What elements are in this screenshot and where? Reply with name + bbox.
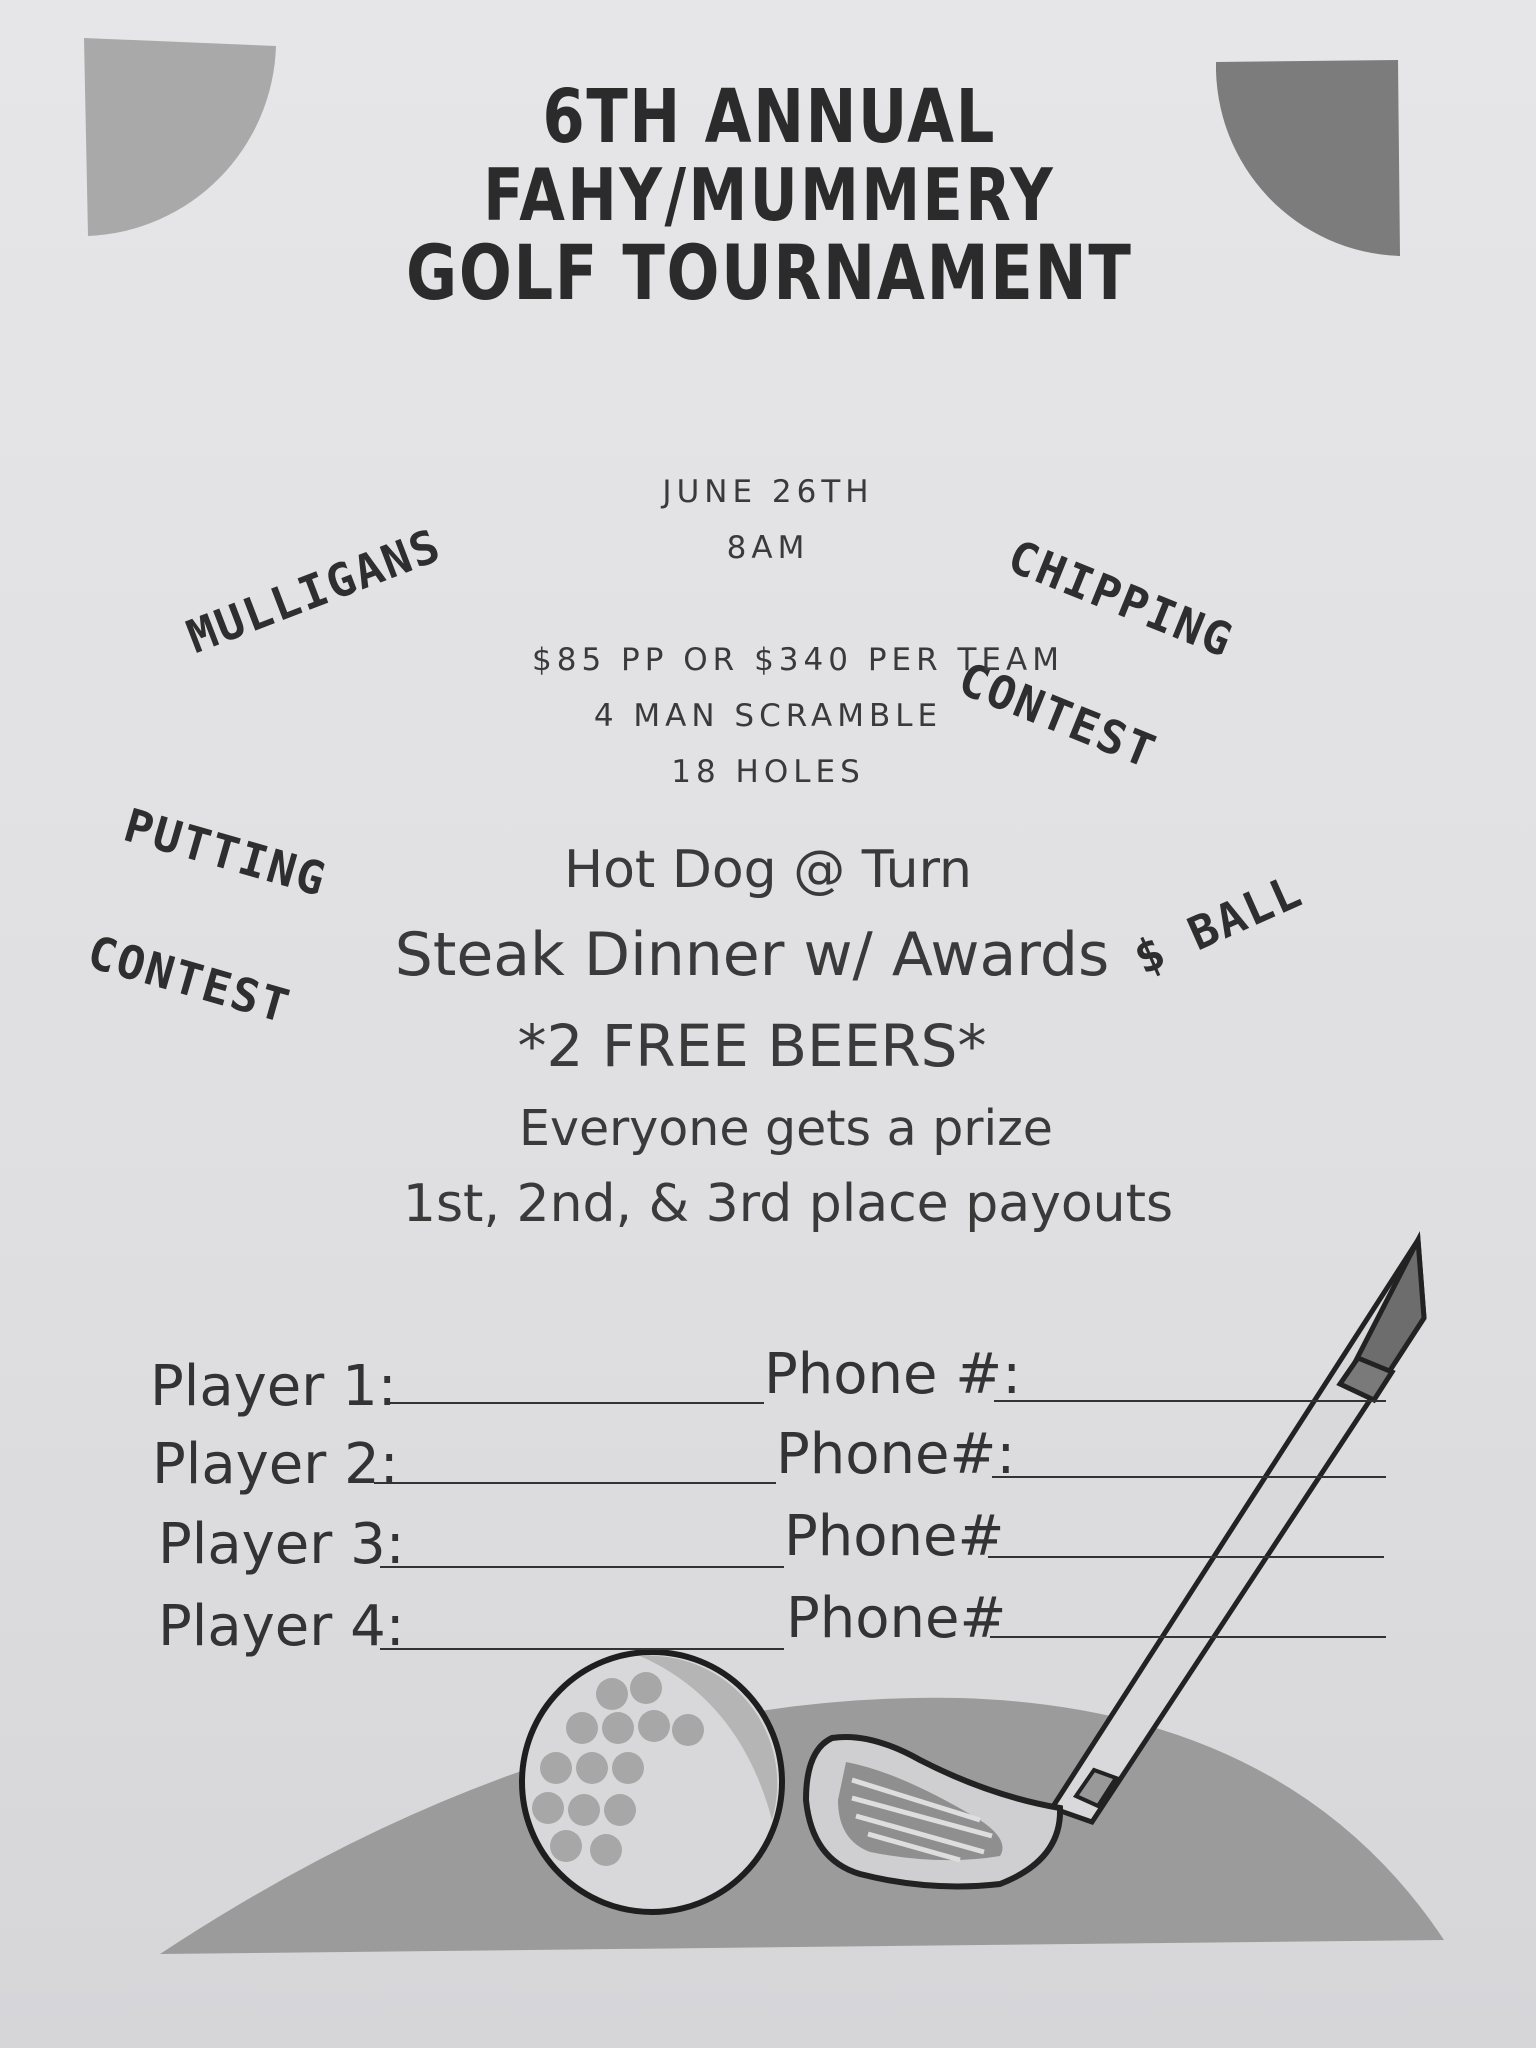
player-3-field[interactable]	[380, 1566, 784, 1568]
event-date: JUNE 26TH	[662, 474, 874, 510]
phone-1-label: Phone #:	[764, 1342, 1022, 1407]
player-1-field[interactable]	[390, 1402, 764, 1404]
mulligans-text: MULLIGANS	[179, 517, 449, 664]
phone-2-label: Phone#:	[776, 1422, 1016, 1487]
perk-payouts: 1st, 2nd, & 3rd place payouts	[402, 1174, 1174, 1234]
chipping-line-2: CONTEST	[951, 651, 1165, 780]
perk-dinner: Steak Dinner w/ Awards	[394, 920, 1110, 990]
putting-green	[160, 1698, 1444, 1954]
perk-prize: Everyone gets a prize	[519, 1100, 1053, 1157]
player-2-field[interactable]	[374, 1482, 776, 1484]
phone-2-field[interactable]	[992, 1476, 1386, 1478]
event-holes: 18 HOLES	[671, 754, 865, 790]
dollar-ball-text: $ BALL	[1125, 863, 1311, 986]
chipping-line-1: CHIPPING	[1000, 528, 1242, 669]
title-line-1: 6TH ANNUAL	[542, 74, 997, 160]
player-2-label: Player 2:	[152, 1432, 399, 1497]
putting-line-2: CONTEST	[81, 924, 297, 1034]
player-3-label: Player 3:	[158, 1512, 405, 1577]
phone-1-field[interactable]	[994, 1400, 1386, 1402]
phone-3-label: Phone#	[784, 1504, 1005, 1569]
golf-ball-icon	[522, 1652, 782, 1912]
event-price: $85 PP OR $340 PER TEAM	[532, 642, 1064, 678]
perk-beers: *2 FREE BEERS*	[517, 1012, 987, 1080]
player-4-label: Player 4:	[158, 1594, 405, 1659]
title-line-3: GOLF TOURNAMENT	[406, 228, 1133, 317]
event-time: 8AM	[726, 530, 810, 566]
title-line-2: FAHY/MUMMERY	[483, 153, 1056, 237]
player-4-field[interactable]	[380, 1648, 784, 1650]
phone-4-label: Phone#	[786, 1586, 1007, 1651]
phone-3-field[interactable]	[988, 1556, 1384, 1558]
event-format: 4 MAN SCRAMBLE	[593, 698, 943, 734]
putting-line-1: PUTTING	[118, 797, 333, 907]
player-1-label: Player 1:	[150, 1354, 397, 1419]
perk-hot-dog: Hot Dog @ Turn	[563, 840, 972, 900]
phone-4-field[interactable]	[990, 1636, 1386, 1638]
